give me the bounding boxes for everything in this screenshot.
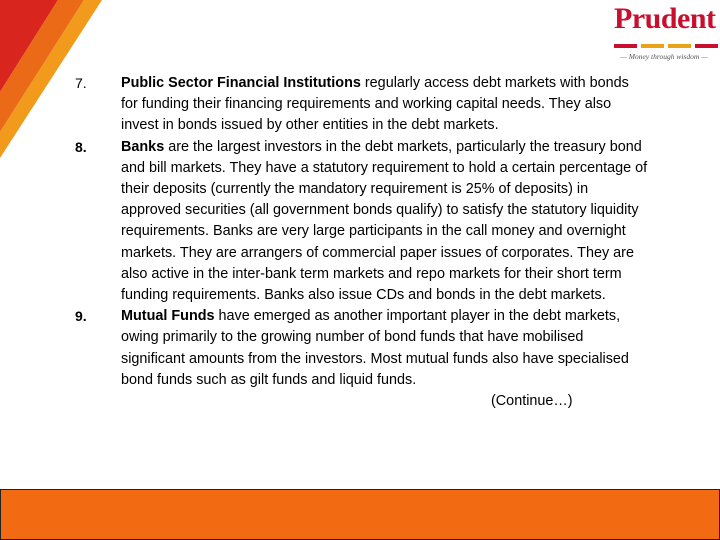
slide-content — [0, 73, 720, 412]
item-body: regularly access debt markets with bonds for funding their financing requirements and working capital needs. They also invest in bonds issued by other entities in the debt markets. — [121, 75, 629, 134]
footer-bar — [0, 489, 720, 540]
item-number: 8. — [75, 138, 87, 155]
list-item — [0, 137, 720, 307]
item-text — [121, 306, 649, 391]
item-text — [121, 73, 649, 137]
item-body: are the largest investors in the debt markets, particularly the treasury bond and bill markets. They have a statutory requirement to hold a certain percentage of their deposits (currently the mandatory requirement is 25% of deposits) in approved securities (all government bonds qualify) to satisfy the statutory liquidity requirements. Banks are very large participants in the call money and overnight markets. They are arrangers of commercial paper issues of corporates. They are also active in the inter-bank term markets and repo markets for their short term funding requirements. Banks also issue CDs and bonds in the debt markets. — [121, 138, 648, 304]
item-text — [121, 137, 649, 307]
logo-bar — [695, 44, 718, 48]
item-heading: Public Sector Financial Institutions — [121, 75, 361, 91]
list-item — [0, 306, 720, 391]
logo-bar — [614, 44, 637, 48]
prudent-logo — [606, 2, 718, 64]
list-item — [0, 73, 720, 137]
logo-bar — [641, 44, 664, 48]
item-number: 9. — [75, 308, 87, 325]
item-heading: Banks — [121, 138, 165, 155]
item-number: 7. — [75, 75, 87, 91]
logo-bar — [668, 44, 691, 48]
logo-tagline: — Money through wisdom — — [620, 52, 708, 61]
logo-bars — [614, 44, 718, 48]
logo-word: Prudent — [614, 2, 716, 35]
item-heading: Mutual Funds — [121, 308, 215, 325]
continue-label: (Continue…) — [491, 393, 573, 410]
item-body: have emerged as another important player in the debt markets, owing primarily to the growing number of bond funds that have mobilised significant amounts from the investors. Most mutual funds also have specialised bond funds such as gilt funds and liquid funds. — [121, 308, 629, 388]
